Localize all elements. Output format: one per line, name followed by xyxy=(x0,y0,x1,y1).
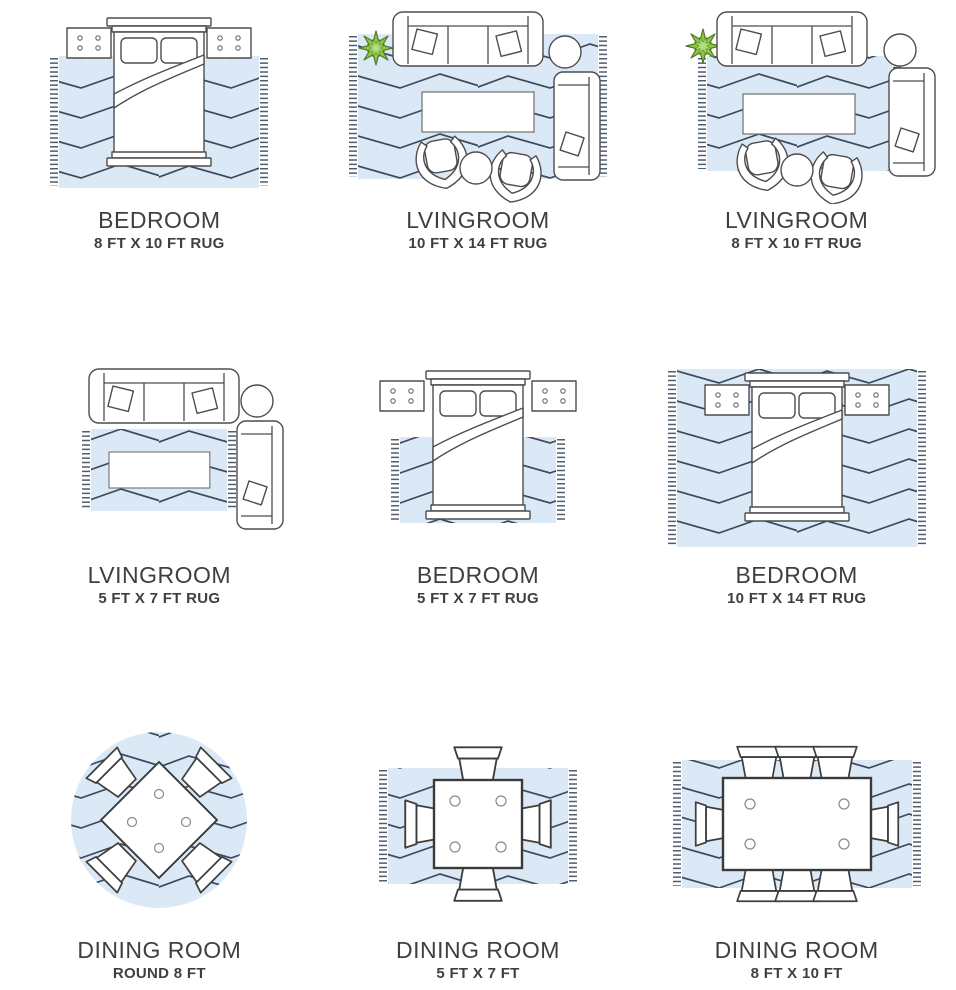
coffee-table-icon xyxy=(422,92,534,132)
bed-icon xyxy=(745,373,849,521)
tile-dining-round-8 xyxy=(0,716,319,988)
tile-bedroom-8x10 xyxy=(0,6,319,251)
caption xyxy=(725,207,868,253)
side-table-icon xyxy=(460,152,492,184)
side-table-icon xyxy=(884,34,916,66)
caption xyxy=(715,937,879,983)
plant-icon xyxy=(359,31,393,65)
room-title: BEDROOM xyxy=(416,562,540,588)
dining-8x10-diagram xyxy=(647,716,947,934)
room-title: LVINGROOM xyxy=(87,562,232,588)
room-title: BEDROOM xyxy=(98,207,221,233)
side-table-icon xyxy=(781,154,813,186)
room-title: DINING ROOM xyxy=(77,937,242,963)
room-title: BEDROOM xyxy=(735,562,858,588)
caption xyxy=(94,207,225,253)
room-size: 8 FT X 10 FT RUG xyxy=(731,235,862,253)
sofa-icon xyxy=(89,369,239,423)
nightstand-icon xyxy=(380,381,424,411)
livingroom-5x7-diagram xyxy=(9,361,309,559)
tile-bedroom-10x14 xyxy=(637,361,956,606)
nightstand-icon xyxy=(207,28,251,58)
nightstand-icon xyxy=(845,385,889,415)
room-size: 5 FT X 7 FT xyxy=(436,965,520,983)
livingroom-10x14-diagram xyxy=(328,6,628,204)
room-size: 8 FT X 10 FT RUG xyxy=(94,235,225,253)
room-size: 10 FT X 14 FT RUG xyxy=(408,235,548,253)
bed-icon xyxy=(107,18,211,166)
sofa-icon xyxy=(717,12,867,66)
room-size: 8 FT X 10 FT xyxy=(750,965,843,983)
sofa-icon xyxy=(393,12,543,66)
plant-icon xyxy=(686,29,720,63)
bedroom-10x14-diagram xyxy=(647,361,947,559)
armchair-icon xyxy=(554,72,600,180)
room-title: LVINGROOM xyxy=(724,207,869,233)
coffee-table-icon xyxy=(109,452,210,488)
caption xyxy=(727,562,866,608)
bed-icon xyxy=(426,371,530,519)
side-table-icon xyxy=(549,36,581,68)
room-size: 10 FT X 14 FT RUG xyxy=(727,590,867,608)
side-table-icon xyxy=(241,385,273,417)
coffee-table-icon xyxy=(743,94,855,134)
room-title: LVINGROOM xyxy=(406,207,550,233)
bedroom-5x7-diagram xyxy=(328,361,628,559)
dining-table-icon xyxy=(723,778,871,870)
room-title: DINING ROOM xyxy=(714,937,879,963)
caption xyxy=(406,207,549,253)
room-size: 5 FT X 7 FT RUG xyxy=(416,590,539,608)
room-size: ROUND 8 FT xyxy=(112,965,206,983)
tile-livingroom-10x14 xyxy=(319,6,638,251)
dining-round-8-diagram xyxy=(9,716,309,934)
room-size: 5 FT X 7 FT RUG xyxy=(98,590,221,608)
dining-table-icon xyxy=(434,780,522,868)
nightstand-icon xyxy=(532,381,576,411)
tile-dining-5x7 xyxy=(319,716,638,988)
caption xyxy=(417,562,539,608)
room-title: DINING ROOM xyxy=(396,937,560,963)
tile-bedroom-5x7 xyxy=(319,361,638,606)
caption xyxy=(77,937,241,983)
dining-5x7-diagram xyxy=(328,716,628,934)
armchair-icon xyxy=(237,421,283,529)
tile-livingroom-8x10 xyxy=(637,6,956,251)
nightstand-icon xyxy=(67,28,111,58)
armchair-icon xyxy=(889,68,935,176)
tile-dining-8x10 xyxy=(637,716,956,988)
bedroom-8x10-diagram xyxy=(9,6,309,204)
caption xyxy=(396,937,560,983)
nightstand-icon xyxy=(705,385,749,415)
tile-livingroom-5x7 xyxy=(0,361,319,606)
livingroom-8x10-diagram xyxy=(647,6,947,204)
caption xyxy=(88,562,231,608)
